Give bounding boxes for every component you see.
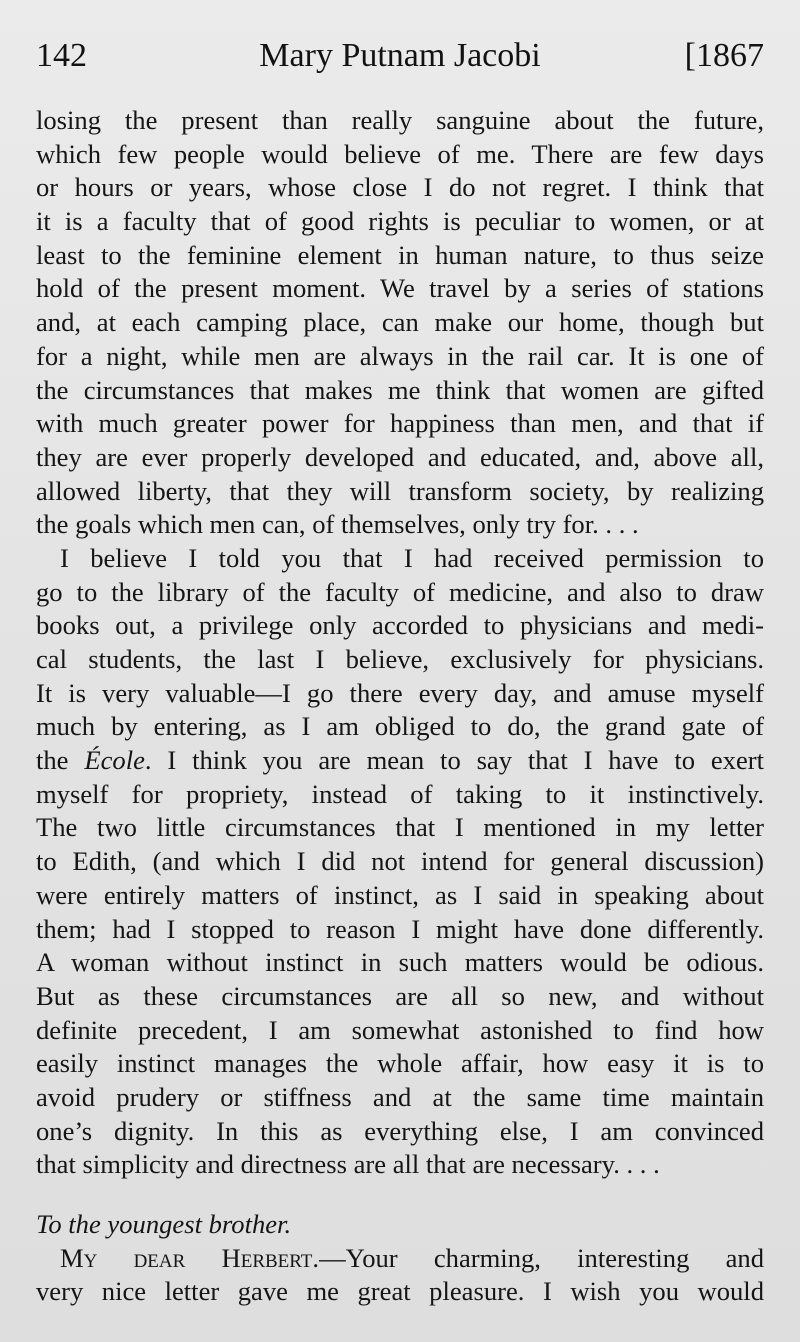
italic-word-ecole: École: [84, 745, 145, 776]
year-marker: [1867: [684, 37, 764, 74]
text-line: losing the present than really sanguine about the future,: [36, 105, 764, 135]
text-line: A woman without instinct in such matters would be odious.: [36, 947, 764, 978]
text-line: go to the library of the faculty of medicine, and also to draw: [36, 576, 764, 607]
text-line: and, at each camping place, can make our home, though but: [36, 307, 764, 338]
text-line: were entirely matters of instinct, as I said in speaking about: [36, 879, 764, 910]
text-line: It is very valuable—I go there every day, and amuse myself: [36, 677, 764, 708]
text-line: with much greater power for happiness than men, and that if: [36, 408, 764, 439]
running-title: Mary Putnam Jacobi: [259, 37, 541, 74]
letter-heading: To the youngest brother.: [36, 1209, 292, 1239]
text-fragment: . I think you are mean to say that I have to exert: [144, 745, 764, 776]
text-line: very nice letter gave me great pleasure. I wish you would: [36, 1276, 764, 1307]
text-line: I believe I told you that I had received permission to: [60, 542, 764, 573]
text-line: they are ever properly developed and educated, and, above all,: [36, 441, 764, 472]
letter-paragraph: [36, 1242, 764, 1309]
text-line: hold of the present moment. We travel by a series of stations: [36, 273, 764, 304]
text-line: or hours or years, whose close I do not regret. I think that: [36, 172, 764, 203]
page-number: 142: [36, 37, 87, 74]
text-line: them; had I stopped to reason I might have done differently.: [36, 913, 764, 944]
text-line: one’s dignity. In this as everything else, I am convinced: [36, 1115, 764, 1146]
text-line: that simplicity and directness are all that are necessary. . . .: [36, 1149, 660, 1180]
text-line: allowed liberty, that they will transform society, by realizing: [36, 475, 764, 506]
paragraph-1: [36, 104, 764, 542]
text-fragment: —Your charming, interesting and: [319, 1242, 764, 1273]
text-line: But as these circumstances are all so new, and without: [36, 980, 764, 1011]
text-line: myself for propriety, instead of taking to it instinctively.: [36, 778, 764, 809]
text-line: definite precedent, I am somewhat astonished to find how: [36, 1014, 764, 1045]
text-line: cal students, the last I believe, exclusively for physicians.: [36, 644, 764, 674]
text-line-with-salutation: [36, 1242, 764, 1276]
text-line: for a night, while men are always in the rail car. It is one of: [36, 340, 764, 371]
letter-salutation: My dear Herbert.: [60, 1242, 320, 1273]
text-line: to Edith, (and which I did not intend for general discussion): [36, 846, 764, 877]
text-line: books out, a privilege only accorded to physicians and medi-: [36, 610, 764, 641]
paragraph-2: [36, 542, 764, 1182]
text-line: the goals which men can, of themselves, only try for. . . .: [36, 509, 639, 540]
text-line: much by entering, as I am obliged to do, the grand gate of: [36, 711, 764, 742]
running-header: [36, 28, 764, 88]
text-line-with-italic: [36, 744, 764, 778]
text-line: avoid prudery or stiffness and at the same time maintain: [36, 1081, 764, 1112]
body-text: [36, 104, 764, 1309]
text-line: easily instinct manages the whole affair, how easy it is to: [36, 1048, 764, 1079]
text-line: which few people would believe of me. There are few days: [36, 138, 764, 169]
text-line: least to the feminine element in human nature, to thus seize: [36, 239, 764, 270]
text-line: the circumstances that makes me think that women are gifted: [36, 374, 764, 405]
text-fragment: the: [36, 745, 85, 776]
text-line: The two little circumstances that I mentioned in my letter: [36, 812, 764, 843]
text-line: it is a faculty that of good rights is peculiar to women, or at: [36, 206, 764, 237]
